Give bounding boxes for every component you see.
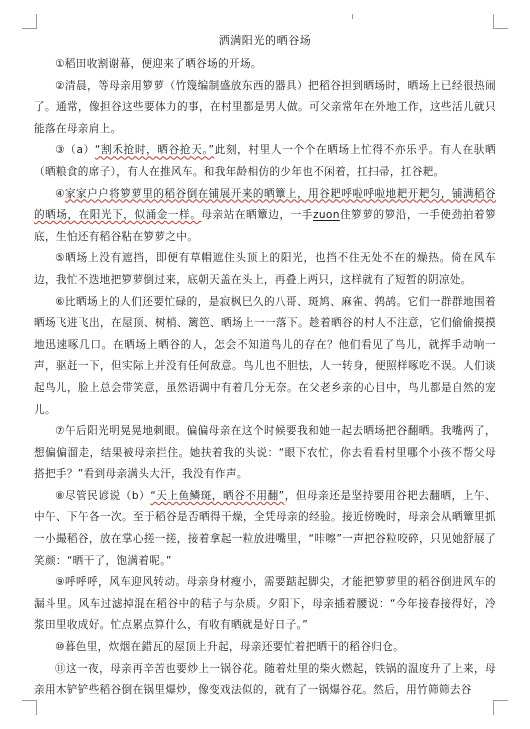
paragraph-text: ⑤晒场上没有遮挡，即便有草帽遮住头顶上的阳光，也挡不住无处不在的燥热。倚在风车边，我忙不迭地把箩萝倒过来，底朝天盖在头上，再叠上两只，这样就有了短暂的阴凉处。 xyxy=(34,252,496,286)
document-title: 洒满阳光的晒谷场 xyxy=(218,34,312,47)
paragraph-text: ⑦午后阳光明晃晃地刺眼。偏偏母亲在这个时候要我和她一起去晒场把谷翻晒。我嘴两了，想偏偏溜走，结果被母亲拦住。她扶着我的头说：“眼下农忙，你去看看村里哪个小孩不帮父母搭把手？”看到母亲满头大汗，我没有作声。 xyxy=(34,425,496,481)
underlined-proverb-b: “天上鱼鳞斑，晒谷不用翻” xyxy=(150,489,285,502)
paragraph-text: 此刻，村里人一个个在晒场上忙得不亦乐乎。有人在驮晒（晒粮食的席子），有人在推风车。和我年龄相仿的少年也不闲着，扛扫帚，扛谷耙。 xyxy=(34,144,496,178)
margin-mark-bottom-left xyxy=(22,700,37,715)
margin-mark-top-right xyxy=(493,14,508,29)
paragraph-10 xyxy=(34,637,496,659)
paragraph-text: ④ xyxy=(55,187,65,200)
paragraph-6 xyxy=(34,292,496,422)
paragraph-4 xyxy=(34,184,496,249)
paragraph-2 xyxy=(34,76,496,141)
paragraph-1 xyxy=(34,54,496,76)
paragraph-text: ⑥比晒场上的人们还要忙碌的，是寂枫巳久的八哥、斑鸠、麻雀、鹁鸪。它们一群群地围着晒场飞进飞出，在屋顶、树梢、篱笆、晒场上一一落下。趁着晒谷的村人不注意，它们偷偷摸摸地迅速啄几口。在晒场上晒谷的人，怎会不知道鸟儿的存在？他们看见了鸟儿，就挥手动响一声，驱赶一下，但实际上并没有任何敌意。鸟儿也不胆怯，人一转身，便照样啄吃不误。人们谈起鸟儿，脸上总会带笑意，虽然语调中有着几分无奈。在父老乡亲的心目中，鸟儿都是自然的宠儿。 xyxy=(34,295,496,416)
paragraph-3 xyxy=(34,140,496,183)
paragraph-text: ②清晨，等母亲用箩萝（竹篾编制盛放东西的器具）把稻谷担到晒场时，晒场上已经很热闹了。通常，像担谷这些要体力的事，在村里都是男人做。可父亲常年在外地工作，这些活儿就只能落在母亲肩上。 xyxy=(34,79,496,135)
paragraph-text: ，但母亲还是坚持要用谷耙去翻晒，上午、中午、下午各一次。至于稻谷是否晒得干燥，全凭母亲的经验。接近傍晚时，母亲会从晒簟里抓一小撮稻谷，放在掌心搓一搓，接着拿起一粒放进嘴里，“咔嚓”一声把谷粒咬碎，只见她舒展了笑颜：“晒干了，饱满着呢。” xyxy=(34,489,497,567)
paragraph-text: 住箩萝的箩沿，一手使劲拍着箩底，生怕还有稻谷粘在箩萝之中。 xyxy=(34,209,497,243)
margin-mark-bottom-right xyxy=(493,700,508,715)
paragraph-text: ③（a） xyxy=(55,144,95,157)
paragraph-text: ⑨呼呼呼，风车迎风转动。母亲身材瘦小，需要踮起脚尖，才能把箩萝里的稻谷倒进风车的漏斗里。风车过滤掉混在稻谷中的秸子与杂质。夕阳下，母亲插着腰说：“今年接春接得好，冷浆田里收成好。忙点累点算什么，有收有晒就是好日子。” xyxy=(34,576,496,632)
paragraph-text: ①稻田收割谢幕，便迎来了晒谷场的开场。 xyxy=(55,58,262,70)
paragraph-text: 母亲站在晒簟边，一手 xyxy=(201,209,313,222)
underlined-proverb-a: “割禾抢时，晒谷抢天。” xyxy=(94,144,215,157)
paragraph-text: ⑩暮色里，炊烟在錯瓦的屋顶上升起，母亲还要忙着把晒干的稻谷归仓。 xyxy=(55,641,405,654)
margin-mark-top-left xyxy=(22,14,37,29)
paragraph-8 xyxy=(34,486,496,572)
document-body xyxy=(34,30,496,702)
paragraph-text: ⑪这一夜，母亲再辛苦也要炒上一锅谷花。随着灶里的柴火燃起，铁锅的温度升了上来，母亲用木铲铲些稻谷倒在锅里爆炒，像变戏法似的，就有了一锅爆谷花。然后，用竹筛筛去谷 xyxy=(34,662,496,697)
underlined-sentence: 家家户户将箩萝里的稻谷倒在铺展开来的晒簟上，用谷耙呼啦呼啦地耙开耙匀，铺满稻谷的晒场，在阳光下，似涌金一样。 xyxy=(34,187,496,222)
ruler-tick xyxy=(352,14,353,19)
paragraph-text: ⑧尽管民谚说（b） xyxy=(55,489,151,502)
paragraph-7 xyxy=(34,421,496,486)
paragraph-9 xyxy=(34,572,496,637)
paragraph-5 xyxy=(34,248,496,291)
paragraph-11 xyxy=(34,659,496,702)
pinyin-blank: zuon xyxy=(312,209,340,222)
